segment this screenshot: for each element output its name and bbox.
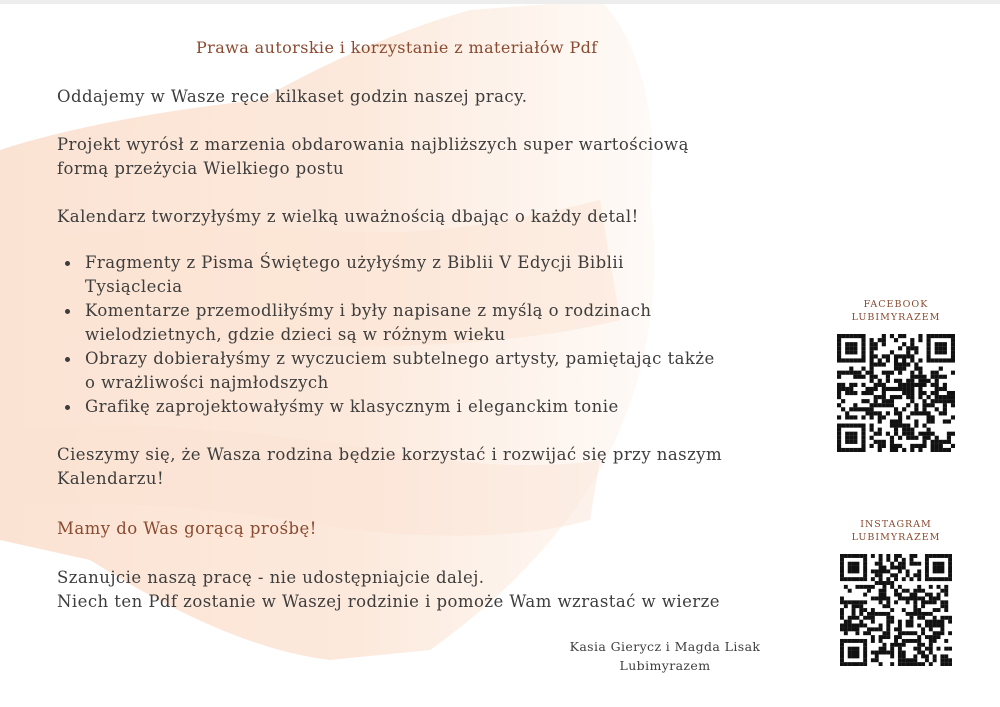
list-item: Obrazy dobierałyśmy z wyczuciem subtelnego artysty, pamiętając także o wrażliwości najmłodszych [62, 347, 715, 395]
bullet-icon [65, 357, 70, 362]
signature [553, 637, 777, 675]
closing-line-2: Niech ten Pdf zostanie w Waszej rodzinie i pomoże Wam wzrastać w wierze [57, 592, 720, 611]
instagram-qr-block [834, 518, 958, 666]
intro-text: Oddajemy w Wasze ręce kilkaset godzin naszej pracy. [57, 87, 528, 106]
facebook-qr-block [834, 298, 958, 452]
joy-line-1: Cieszymy się, że Wasza rodzina będzie korzystać i rozwijać się przy naszym [57, 445, 723, 464]
page-title: Prawa autorskie i korzystanie z materiałów Pdf [196, 38, 598, 57]
instagram-qr-code[interactable] [840, 554, 952, 666]
list-item: Grafikę zaprojektowałyśmy w klasycznym i eleganckim tonie [62, 395, 715, 419]
request-text: Mamy do Was gorącą prośbę! [57, 519, 317, 538]
facebook-qr-label: FACEBOOK LUBIMYRAZEM [851, 299, 941, 323]
instagram-qr-label: INSTAGRAM LUBIMYRAZEM [851, 519, 941, 543]
bullet-icon [65, 309, 70, 314]
list-item: Fragmenty z Pisma Świętego użyłyśmy z Biblii V Edycji Biblii Tysiąclecia [62, 251, 715, 299]
request-paragraph [57, 517, 317, 541]
list-item: Komentarze przemodliłyśmy i były napisane z myślą o rodzinach wielodzietnych, gdzie dzieci są w różnym wieku [62, 299, 715, 347]
project-line-2: formą przeżycia Wielkiego postu [57, 159, 345, 178]
facebook-qr-code[interactable] [837, 334, 955, 452]
project-paragraph [57, 133, 689, 181]
bullet-icon [65, 261, 70, 266]
calendar-paragraph [57, 205, 639, 229]
bullet-icon [65, 405, 70, 410]
closing-paragraph [57, 566, 720, 614]
joy-line-2: Kalendarzu! [57, 469, 165, 488]
features-list [62, 251, 715, 419]
signature-brand: Lubimyrazem [619, 658, 711, 673]
joy-paragraph [57, 443, 722, 491]
signature-names: Kasia Gierycz i Magda Lisak [569, 639, 761, 654]
closing-line-1: Szanujcie naszą pracę - nie udostępniajcie dalej. [57, 568, 485, 587]
project-line-1: Projekt wyrósł z marzenia obdarowania najbliższych super wartościową [57, 135, 689, 154]
intro-paragraph [57, 85, 527, 109]
calendar-text: Kalendarz tworzyłyśmy z wielką uważnością dbając o każdy detal! [57, 207, 639, 226]
